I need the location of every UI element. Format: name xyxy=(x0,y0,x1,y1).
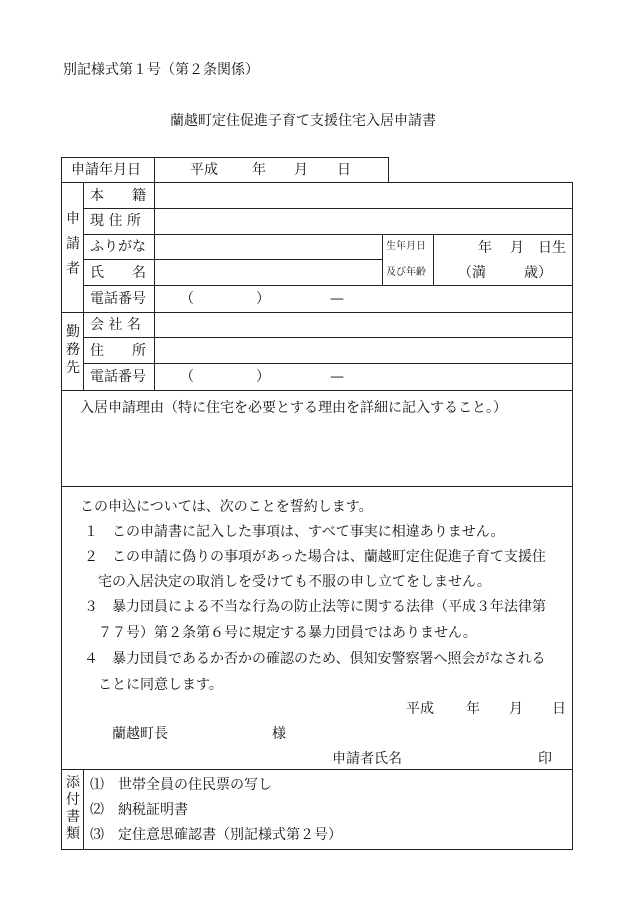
form-reference: 別記様式第１号（第２条関係） xyxy=(63,62,259,78)
birth-year: 年 xyxy=(478,240,492,256)
work-phone-close-paren: ） xyxy=(256,369,270,385)
work-phone-label: 電話番号 xyxy=(90,369,146,385)
furigana-label: ふりがな xyxy=(90,239,146,255)
work-phone-open-paren: （ xyxy=(180,369,194,385)
pledge-item-4-cont: ことに同意します。 xyxy=(98,677,223,693)
pledge-date-day: 日 xyxy=(552,701,566,717)
date-year: 年 xyxy=(252,162,266,178)
workplace-section-label: 勤 務 先 xyxy=(66,324,80,376)
pledge-date-month: 月 xyxy=(509,701,523,717)
phone-open-paren: （ xyxy=(180,291,194,307)
reason-label: 入居申請理由（特に住宅を必要とする理由を詳細に記入すること。） xyxy=(80,400,507,416)
age-close: 歳） xyxy=(524,265,552,281)
attachment-item-2: ⑵ 納税証明書 xyxy=(90,802,188,818)
age-open: （満 xyxy=(458,265,486,281)
pledge-item-2-cont: 宅の入居決定の取消しを受けても不服の申し立てをしません。 xyxy=(98,574,491,590)
date-label: 申請年月日 xyxy=(71,162,141,178)
pledge-item-2: ２ この申請に偽りの事項があった場合は、蘭越町定住促進子育て支援住 xyxy=(84,549,546,565)
attachment-item-3: ⑶ 定住意思確認書（別記様式第２号） xyxy=(90,827,342,843)
applicant-section-label: 申 請 者 xyxy=(66,211,80,277)
form-title: 蘭越町定住促進子育て支援住宅入居申請書 xyxy=(170,113,436,129)
pledge-item-1: １ この申請書に記入した事項は、すべて事実に相違ありません。 xyxy=(84,524,505,540)
pledge-date-year: 年 xyxy=(466,701,480,717)
birth-month: 月 xyxy=(510,240,524,256)
name-label: 氏 名 xyxy=(90,265,146,281)
company-label: 会 社 名 xyxy=(90,317,141,333)
date-month: 月 xyxy=(294,162,308,178)
signer-label: 申請者氏名 xyxy=(332,751,402,767)
honseki-label: 本 籍 xyxy=(90,188,146,204)
work-address-label: 住 所 xyxy=(90,343,146,359)
date-era: 平成 xyxy=(190,162,218,178)
pledge-intro: この申込については、次のことを誓約します。 xyxy=(80,499,373,515)
birth-label-2: 及び年齢 xyxy=(386,267,426,278)
phone-label: 電話番号 xyxy=(90,291,146,307)
attachment-item-1: ⑴ 世帯全員の住民票の写し xyxy=(90,777,272,793)
mayor-label: 蘭越町長 xyxy=(112,726,168,742)
pledge-item-4: ４ 暴力団員であるか否かの確認のため、倶知安警察署へ照会がなされる xyxy=(84,651,546,667)
attachments-section-label: 添 付 書 類 xyxy=(66,775,80,842)
pledge-item-3: ３ 暴力団員による不当な行為の防止法等に関する法律（平成３年法律第 xyxy=(84,599,546,615)
phone-dash: — xyxy=(330,291,344,307)
sama-label: 様 xyxy=(272,726,286,742)
seal-mark: 印 xyxy=(538,751,552,767)
birth-day: 日生 xyxy=(538,240,566,256)
pledge-date-era: 平成 xyxy=(406,701,434,717)
pledge-item-3-cont: ７７号）第２条第６号に規定する暴力団員ではありません。 xyxy=(98,625,477,641)
address-label: 現 住 所 xyxy=(90,213,141,229)
birth-label-1: 生年月日 xyxy=(386,241,426,252)
phone-close-paren: ） xyxy=(256,291,270,307)
date-day: 日 xyxy=(337,162,351,178)
work-phone-dash: — xyxy=(330,369,344,385)
